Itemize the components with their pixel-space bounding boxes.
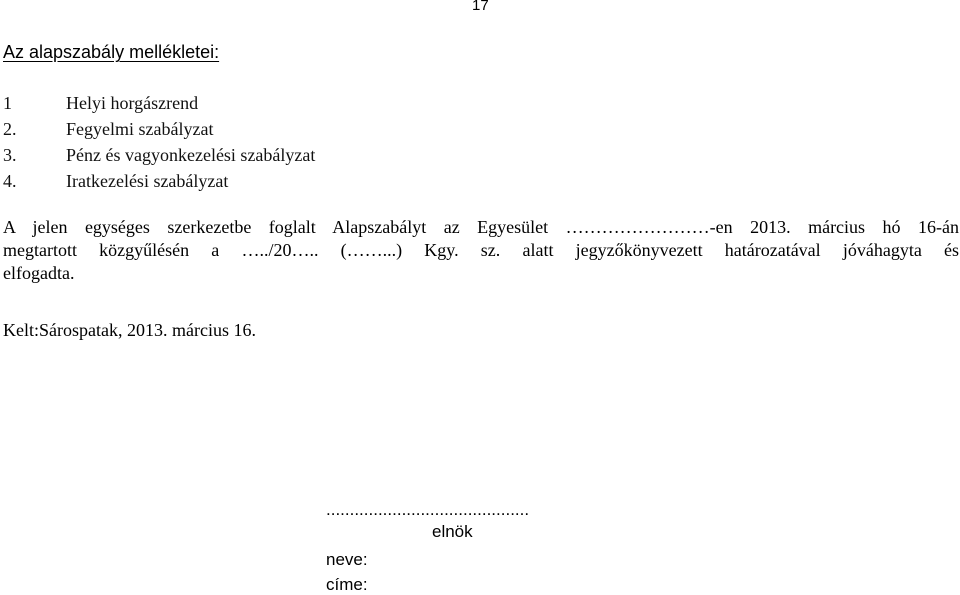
signatory-address-label: címe: <box>326 575 368 594</box>
list-item-number: 1 <box>3 93 12 113</box>
signature-line: ........................................... <box>326 500 530 519</box>
annex-heading: Az alapszabály mellékletei: <box>3 42 220 62</box>
signatory-name-label: neve: <box>326 550 368 569</box>
adoption-line: elfogadta. <box>3 263 75 283</box>
list-item <box>3 142 315 168</box>
list-item <box>3 90 315 116</box>
list-item-number: 4. <box>3 171 17 191</box>
list-item-title: Fegyelmi szabályzat <box>66 119 214 139</box>
signature-role: elnök <box>432 522 473 541</box>
list-item <box>3 168 315 194</box>
annex-list <box>3 90 315 194</box>
page-number: 17 <box>472 0 489 14</box>
list-item-title: Pénz és vagyonkezelési szabályzat <box>66 145 316 165</box>
adoption-paragraph <box>3 216 959 285</box>
adoption-line: megtartott közgyűlésén a …../20….. (……...) Kgy. sz. alatt jegyzőkönyvezett határozatával jóváhagyta és <box>3 240 959 260</box>
list-item-number: 3. <box>3 145 17 165</box>
list-item-title: Iratkezelési szabályzat <box>66 171 229 191</box>
adoption-line: A jelen egységes szerkezetbe foglalt Alapszabályt az Egyesület ……………………-en 2013. március hó 16-án <box>3 217 959 237</box>
list-item-title: Helyi horgászrend <box>66 93 199 113</box>
list-item <box>3 116 315 142</box>
place-and-date: Kelt:Sárospatak, 2013. március 16. <box>3 320 256 340</box>
list-item-number: 2. <box>3 119 17 139</box>
